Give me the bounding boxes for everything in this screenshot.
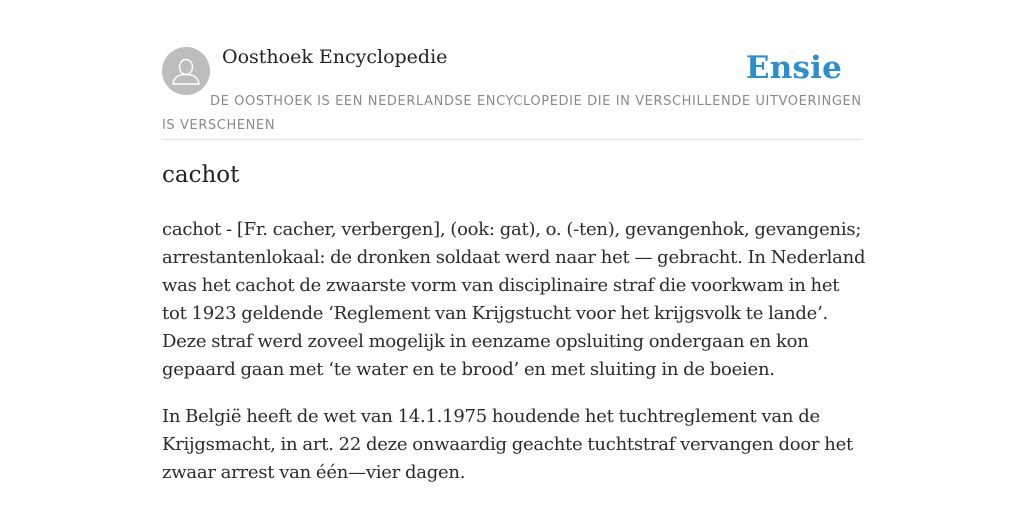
user-avatar-icon[interactable] [162,47,210,95]
avatar-silhouette [162,47,210,95]
entry-paragraph: cachot - [Fr. cacher, verbergen], (ook: gat), o. (-ten), gevangenhok, gevangenis; arrestantenlokaal: de dronken soldaat werd naar het — gebracht. In Nederland was het cachot de zwaarste vorm van disciplinaire straf die voorkwam in het tot 1923 geldende ‘Reglement van Krijgstucht voor het krijgsvolk te lande’. Deze straf werd zoveel mogelijk in eenzame opsluiting ondergaan en kon gepaard gaan met ‘te water en te brood’ en met sluiting in de boeien. [162,219,866,380]
page-container [162,0,866,483]
entry-title: cachot [162,162,240,188]
brand-logo[interactable]: Ensie [745,50,842,86]
site-tagline: DE OOSTHOEK IS EEN NEDERLANDSE ENCYCLOPEDIE DIE IN VERSCHILLENDE UITVOERINGEN IS VERSCHENEN [162,94,862,133]
entry-paragraph: In België heeft de wet van 14.1.1975 houdende het tuchtreglement van de Krijgsmacht, in art. 22 deze onwaardig geachte tuchtstraf vervangen door het zwaar arrest van één—vier dagen. [162,406,853,483]
site-header [162,0,862,140]
site-title[interactable]: Oosthoek Encyclopedie [222,46,448,68]
